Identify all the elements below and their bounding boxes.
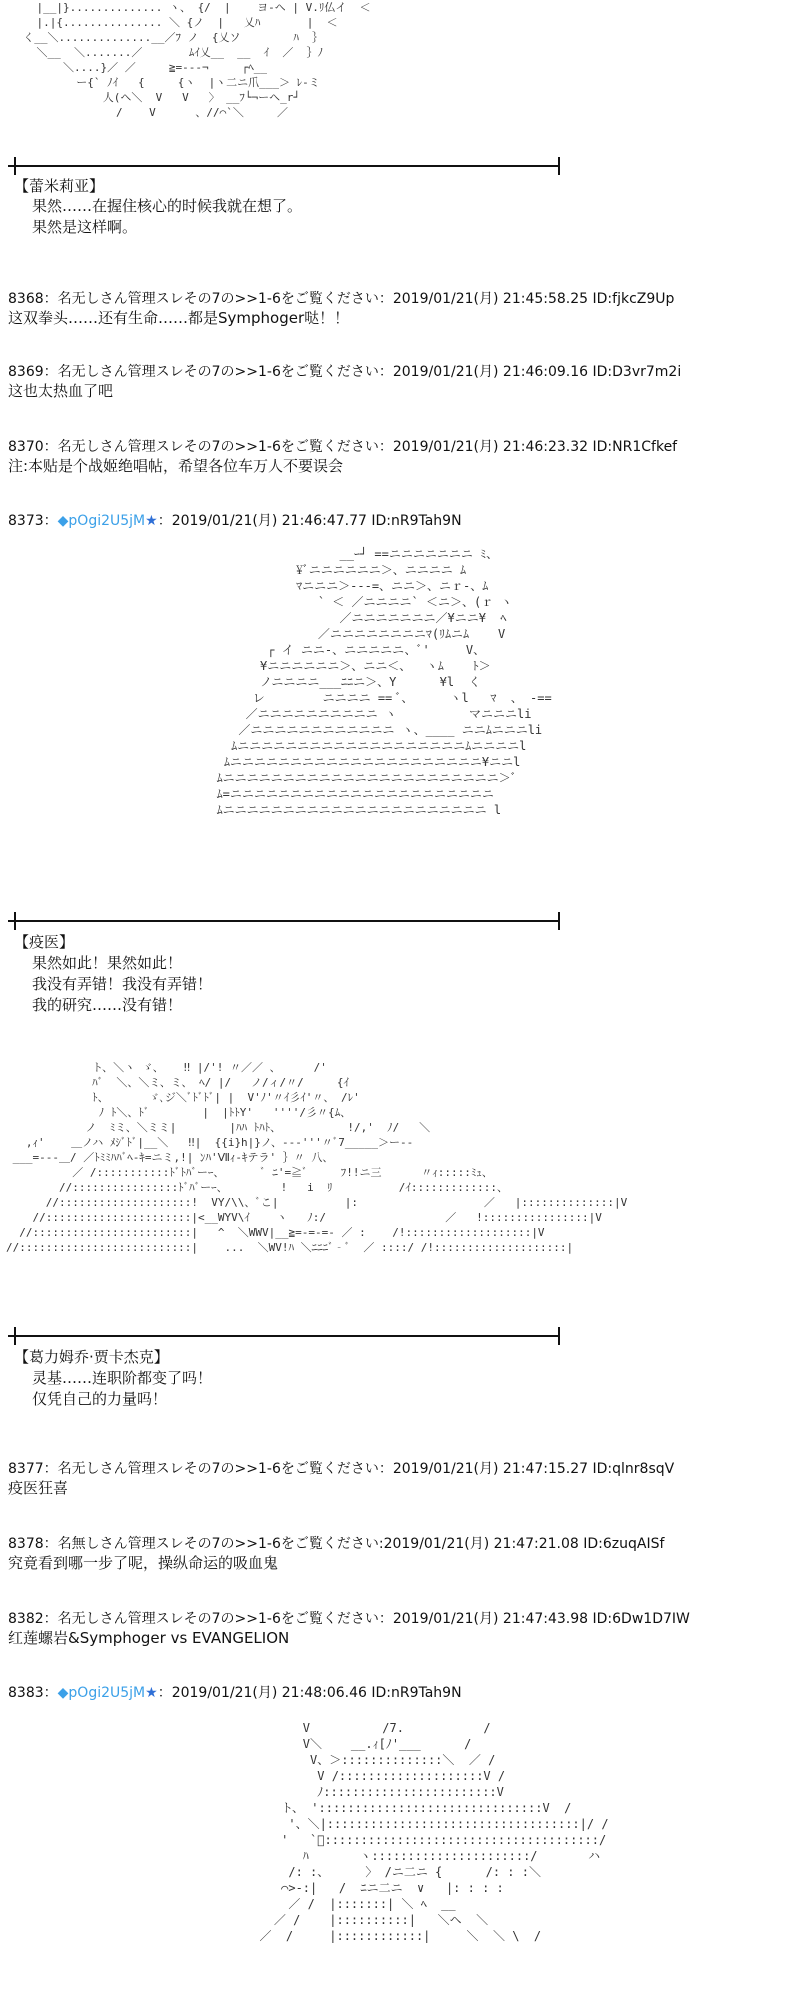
post-body: 红莲螺岩&Symphoger vs EVANGELION bbox=[8, 1629, 290, 1647]
dialogue-line: 灵基……连职阶都变了吗！ bbox=[32, 1369, 213, 1387]
ascii-art-robot: __ｰ┘ ==ニニニニニニニ ﾐ、 ¥ﾞニニニニニニ＞、ニニニニ ﾑ ﾏニニニ＞‐‐‐=、ニニ＞、ニｒ-、ﾑ ` ＜ ／ニニニニ` ＜ニ＞、(ｒ ヽ ／ニニニニニニニ／¥ニニ¥ ﾍ ／ニニニニニニニニﾏ(ﾘﾑニﾑ V ┌ イ ニニ-、ニニニニニ、ﾞ' V、 ¥ニニニニニニ＞、ニニ＜、 ヽﾑ ﾄ＞ ノニニニニ___ﾆﾆニ＞、Y ¥l く レ ニニニニ == ﾞ、 ヽl ﾏ 、 -== ／ニニニニニニニニニニ ヽ マニニニli ／ニニニニニニニニニニニニ ヽ、____ ニニﾑニニニli ﾑニニニニニニニニニニニニニニニニニニニﾑニニニニl ﾑニニニニニニニニニニニニニニニニニニニニニ¥ニニl ﾑニニニニニニニニニニニニニニニニニニニニニニニ＞ﾞ ﾑ=ニニニニニニニニニニニニニニニニニニニニニニ ﾑニニニニニニニニニニニニニニニニニニニニニニ l bbox=[216, 547, 552, 817]
post-body: 这双拳头……还有生命……都是Symphoger哒！！ bbox=[8, 309, 350, 327]
scene-divider bbox=[8, 912, 560, 930]
post-header: 8368：名无しさん管理スレその7の>>1-6をご覧ください：2019/01/21(月) 21:45:58.25 ID:fjkcZ9Up bbox=[8, 291, 675, 307]
post-body: 疫医狂喜 bbox=[8, 1479, 69, 1497]
post-number: 8373： bbox=[8, 513, 58, 529]
ascii-art-bottom: V /7. / V＼ __.ｨ[ﾉ'___ / V、＞::::::::::::::＼ ／ / V /::::::::::::::::::::V / ﾉ::::::::::::::::::::::::V ト、 ':::::::::::::::::::::::::::::::V / '、＼|:::::::::::::::::::::::::::::::::::|/ / ' `ﾞ::::::::::::::::::::::::::::::::::::::/ ﾊ ヽ::::::::::::::::::::::/ ハ /: :、 〉 /ニ二ニ { /: : :＼ ⌒>‐:| / ﾆニ二ニ ∨ |: : : : ／ / |:::::::| ＼ ﾍ __ ／ / |::::::::::| ＼ヘ ＼ ／ / |::::::::::::| ＼ ＼ \ / bbox=[259, 1721, 609, 1943]
speaker-name: 【蕾米莉亚】 bbox=[14, 177, 105, 195]
author-trip-link[interactable]: pOgi2U5jM bbox=[68, 1685, 146, 1701]
post-body: 这也太热血了吧 bbox=[8, 382, 114, 400]
author-trip-link[interactable]: pOgi2U5jM bbox=[68, 513, 146, 529]
dialogue-line: 我没有弄错！我没有弄错！ bbox=[32, 975, 213, 993]
dialogue-line: 果然如此！果然如此！ bbox=[32, 954, 183, 972]
speaker-name: 【葛力姆乔·贾卡杰克】 bbox=[14, 1348, 169, 1366]
scene-divider bbox=[8, 157, 560, 175]
dialogue-line: 果然……在握住核心的时候我就在想了。 bbox=[32, 197, 303, 215]
post-header: 8377：名无しさん管理スレその7の>>1-6をご覧ください：2019/01/21(月) 21:47:15.27 ID:qlnr8sqV bbox=[8, 1461, 675, 1477]
diamond-icon: ◆ bbox=[57, 1685, 69, 1701]
post-body: 究竟看到哪一步了呢，操纵命运的吸血鬼 bbox=[8, 1554, 279, 1572]
author-post-header bbox=[8, 512, 462, 530]
star-icon: ★ bbox=[145, 513, 158, 529]
post-header: 8382：名无しさん管理スレその7の>>1-6をご覧ください：2019/01/21(月) 21:47:43.98 ID:6Dw1D7IW bbox=[8, 1611, 690, 1627]
author-post-header bbox=[8, 1684, 462, 1702]
dialogue-line: 我的研究……没有错！ bbox=[32, 996, 183, 1014]
speaker-name: 【疫医】 bbox=[14, 933, 75, 951]
post-timestamp-id: ：2019/01/21(月) 21:46:47.77 ID:nR9Tah9N bbox=[157, 513, 462, 529]
post-timestamp-id: ：2019/01/21(月) 21:48:06.46 ID:nR9Tah9N bbox=[157, 1685, 462, 1701]
post-header: 8378：名無しさん管理スレその7の>>1-6をご覧ください:2019/01/21(月) 21:47:21.08 ID:6zuqAISf bbox=[8, 1536, 665, 1552]
ascii-art-character: ト、＼ヽ ゞ、 ‼ |/'! 〃／／ 、 /' ﾊﾞ ＼、＼ミ、ミ、 ﾍ/ |/ ノ/ィ/〃/ {ｲ ﾄ、 ゞ､ジ＼ﾞﾄﾞﾄﾞ| | V'ﾉ'〃ｲ彡ｲ'〃、 /ﾚ' ﾉ ﾄ＼、ﾄﾞ | |ﾄﾄY' ''''/彡〃{ﾑ、 ノ ﾐミ、＼ミミ| |ﾊﾊ ﾄﾊﾄ、 !/,' ﾉ/ ＼ ,ｨ' ＿ノハ ﾒｼﾞﾄﾞ|__＼ ‼| {{i}h|}ノ、---'''〃ﾞ7_____＞ー-- ___=‐--＿/ ／ﾄﾐﾐﾊﾊﾞﾍ-ｷ=ニミ,!| ﾝﾊ'Ⅶｨ-ｷテラ' ｝〃 八、 ／ /:::::::::::ﾄﾞﾄﾊﾞーｰ、 ﾞ ﾆ'=≧ﾞ ﾌ!!ニ三 〃ｨ:::::ﾐｭ、 //::::::::::::::::ﾄﾞﾊﾞーｰ、 ! i ﾘ /ｲ:::::::::::::、 //::::::::::::::::::::! VY/\\、ﾞこ| |: ／ |::::::::::::::|V //::::::::::::::::::::::|<__WYV\ｲ ヽ ﾉ:/ ／ !::::::::::::::::|V //::::::::::::::::::::::::| ^ ＼WWV|__≧=‐=‐=‐ ／ : /!:::::::::::::::::::|V //::::::::::::::::::::::::::| ... ＼WV!ﾊ ＼ﾆﾆﾆﾞ‐ﾞ ／ ::::/ /!::::::::::::::::::::| bbox=[6, 1061, 628, 1254]
ascii-art-top: |__|}.............. ヽ、 {/ | ヨ‐ヘ | V.ﾘ仏イ ＜ |.|{............... ＼ {ノ | 乂ﾊ | ＜ く__＼..............__／ﾌ ノ {乂ソ ﾊ ｝ ＼__ ＼.......／ ﾑｲ乂__ __ ｲ ／ ｝ﾉ ＼....}／ ／ ≧=‐-‐¬ ┌ﾍ__ ー{` ﾉｲ { {ヽ |ヽ二ニ爪___＞ ﾚ‐ミ 人(ヘ＼ V V 〉 __ﾌ└¬ーヘ_r┘ / V 、//⌒`＼ ／ bbox=[23, 1, 371, 119]
star-icon: ★ bbox=[145, 1685, 158, 1701]
post-body: 注:本贴是个战姬绝唱帖，希望各位车万人不要误会 bbox=[8, 457, 344, 475]
diamond-icon: ◆ bbox=[57, 513, 69, 529]
post-number: 8383： bbox=[8, 1685, 58, 1701]
post-header: 8370：名无しさん管理スレその7の>>1-6をご覧ください：2019/01/21(月) 21:46:23.32 ID:NR1Cfkef bbox=[8, 439, 678, 455]
scene-divider bbox=[8, 1327, 560, 1345]
post-header: 8369：名无しさん管理スレその7の>>1-6をご覧ください：2019/01/21(月) 21:46:09.16 ID:D3vr7m2i bbox=[8, 364, 682, 380]
dialogue-line: 仅凭自己的力量吗！ bbox=[32, 1390, 168, 1408]
dialogue-line: 果然是这样啊。 bbox=[32, 218, 138, 236]
